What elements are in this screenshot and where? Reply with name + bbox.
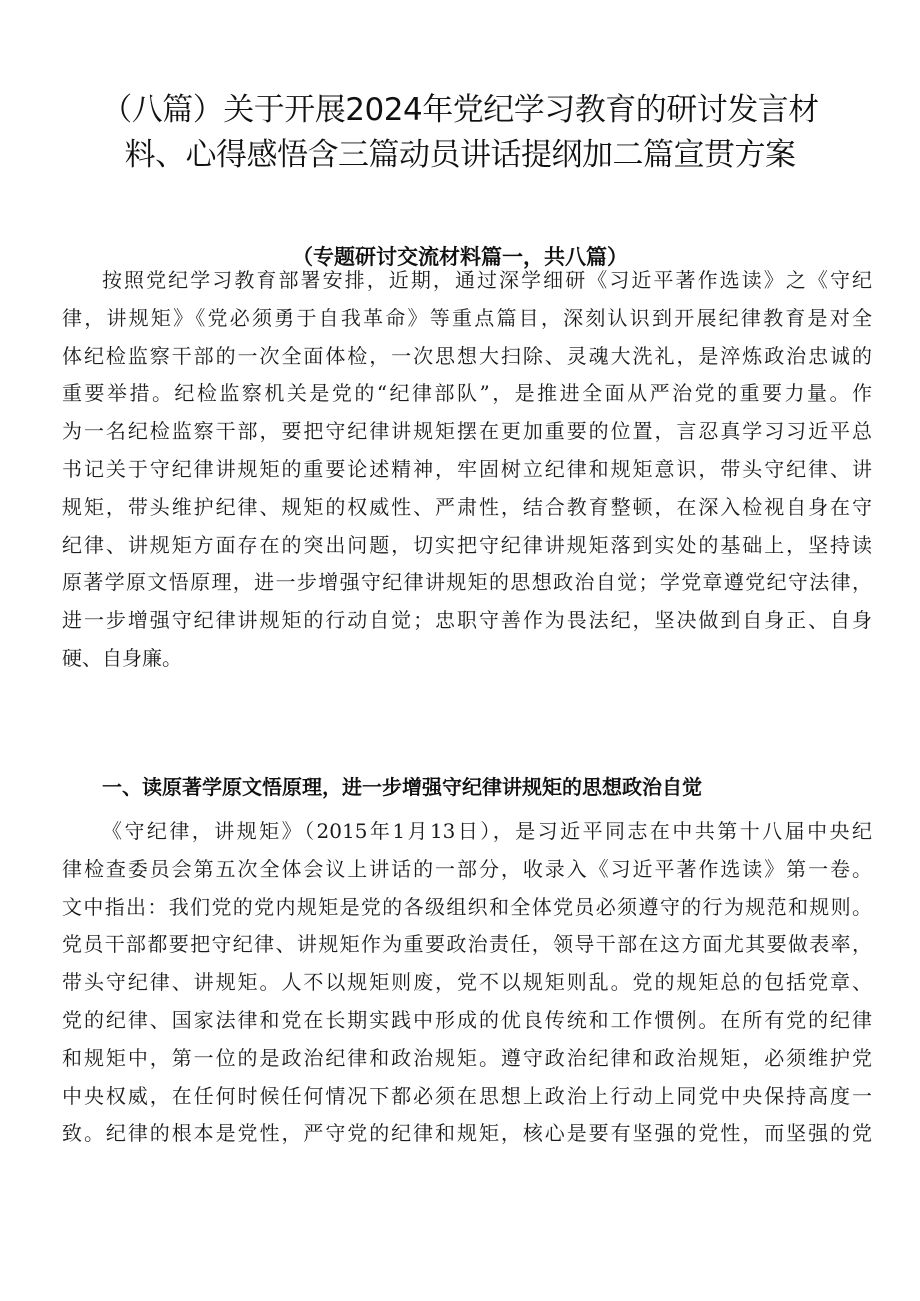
paragraph-line: 文中指出：我们党的党内规矩是党的各级组织和全体党员必须遵守的行为规范和规则。 — [62, 894, 872, 919]
paragraph-line: 为一名纪检监察干部，要把守纪律讲规矩摆在更加重要的位置，言忍真学习习近平总 — [62, 419, 872, 444]
paragraph-line: 原著学原文悟原理，进一步增强守纪律讲规矩的思想政治自觉；学党章遵党纪守法律， — [62, 570, 872, 595]
title-line-2: 料、心得感悟含三篇动员讲话提纲加二篇宣贯方案 — [124, 137, 796, 173]
paragraph-line: 体纪检监察干部的一次全面体检，一次思想大扫除、灵魂大洗礼，是淬炼政治忠诚的 — [62, 343, 872, 368]
paragraph-line: 重要举措。纪检监察机关是党的“纪律部队”，是推进全面从严治党的重要力量。作 — [62, 381, 872, 406]
title-line-1: （八篇）关于开展2024年党纪学习教育的研讨发言材 — [101, 92, 819, 128]
section-heading-1: 一、读原著学原文悟原理，进一步增强守纪律讲规矩的思想政治自觉 — [102, 775, 702, 799]
paragraph-line: 硬、自身廉。 — [62, 645, 182, 670]
paragraph-line: 按照党纪学习教育部署安排，近期，通过深学细研《习近平著作选读》之《守纪 — [102, 268, 872, 292]
paragraph-line: 书记关于守纪律讲规矩的重要论述精神，牢固树立纪律和规矩意识，带头守纪律、讲 — [62, 456, 872, 481]
paragraph-line: 纪律、讲规矩方面存在的突出问题，切实把守纪律讲规矩落到实处的基础上，坚持读 — [62, 532, 872, 557]
paragraph-line: 《守纪律，讲规矩》（2015年1月13日），是习近平同志在中共第十八届中央纪 — [102, 819, 872, 843]
paragraph-line: 党的纪律、国家法律和党在长期实践中形成的优良传统和工作惯例。在所有党的纪律 — [62, 1007, 872, 1032]
paragraph-line: 党员干部都要把守纪律、讲规矩作为重要政治责任，领导干部在这方面尤其要做表率， — [62, 932, 872, 957]
paragraph-line: 致。纪律的根本是党性，严守党的纪律和规矩，核心是要有坚强的党性，而坚强的党 — [62, 1121, 872, 1146]
paragraph-line: 律检查委员会第五次全体会议上讲话的一部分，收录入《习近平著作选读》第一卷。 — [62, 856, 872, 881]
document-title — [60, 88, 860, 178]
paragraph-line: 和规矩中，第一位的是政治纪律和政治规矩。遵守政治纪律和政治规矩，必须维护党 — [62, 1045, 872, 1070]
paragraph-line: 律，讲规矩》《党必须勇于自我革命》等重点篇目，深刻认识到开展纪律教育是对全 — [62, 305, 872, 330]
paragraph-line: 中央权威，在任何时候任何情况下都必须在思想上政治上行动上同党中央保持高度一 — [62, 1083, 872, 1108]
document-subtitle: （专题研讨交流材料篇一，共八篇） — [292, 245, 628, 269]
paragraph-line: 规矩，带头维护纪律、规矩的权威性、严肃性，结合教育整顿，在深入检视自身在守 — [62, 494, 872, 519]
intro-paragraph — [62, 262, 872, 678]
paragraph-line: 进一步增强守纪律讲规矩的行动自觉；忠职守善作为畏法纪，坚决做到自身正、自身 — [62, 608, 872, 633]
paragraph-line: 带头守纪律、讲规矩。人不以规矩则废，党不以规矩则乱。党的规矩总的包括党章、 — [62, 970, 872, 995]
section-1-paragraph — [62, 813, 872, 1153]
